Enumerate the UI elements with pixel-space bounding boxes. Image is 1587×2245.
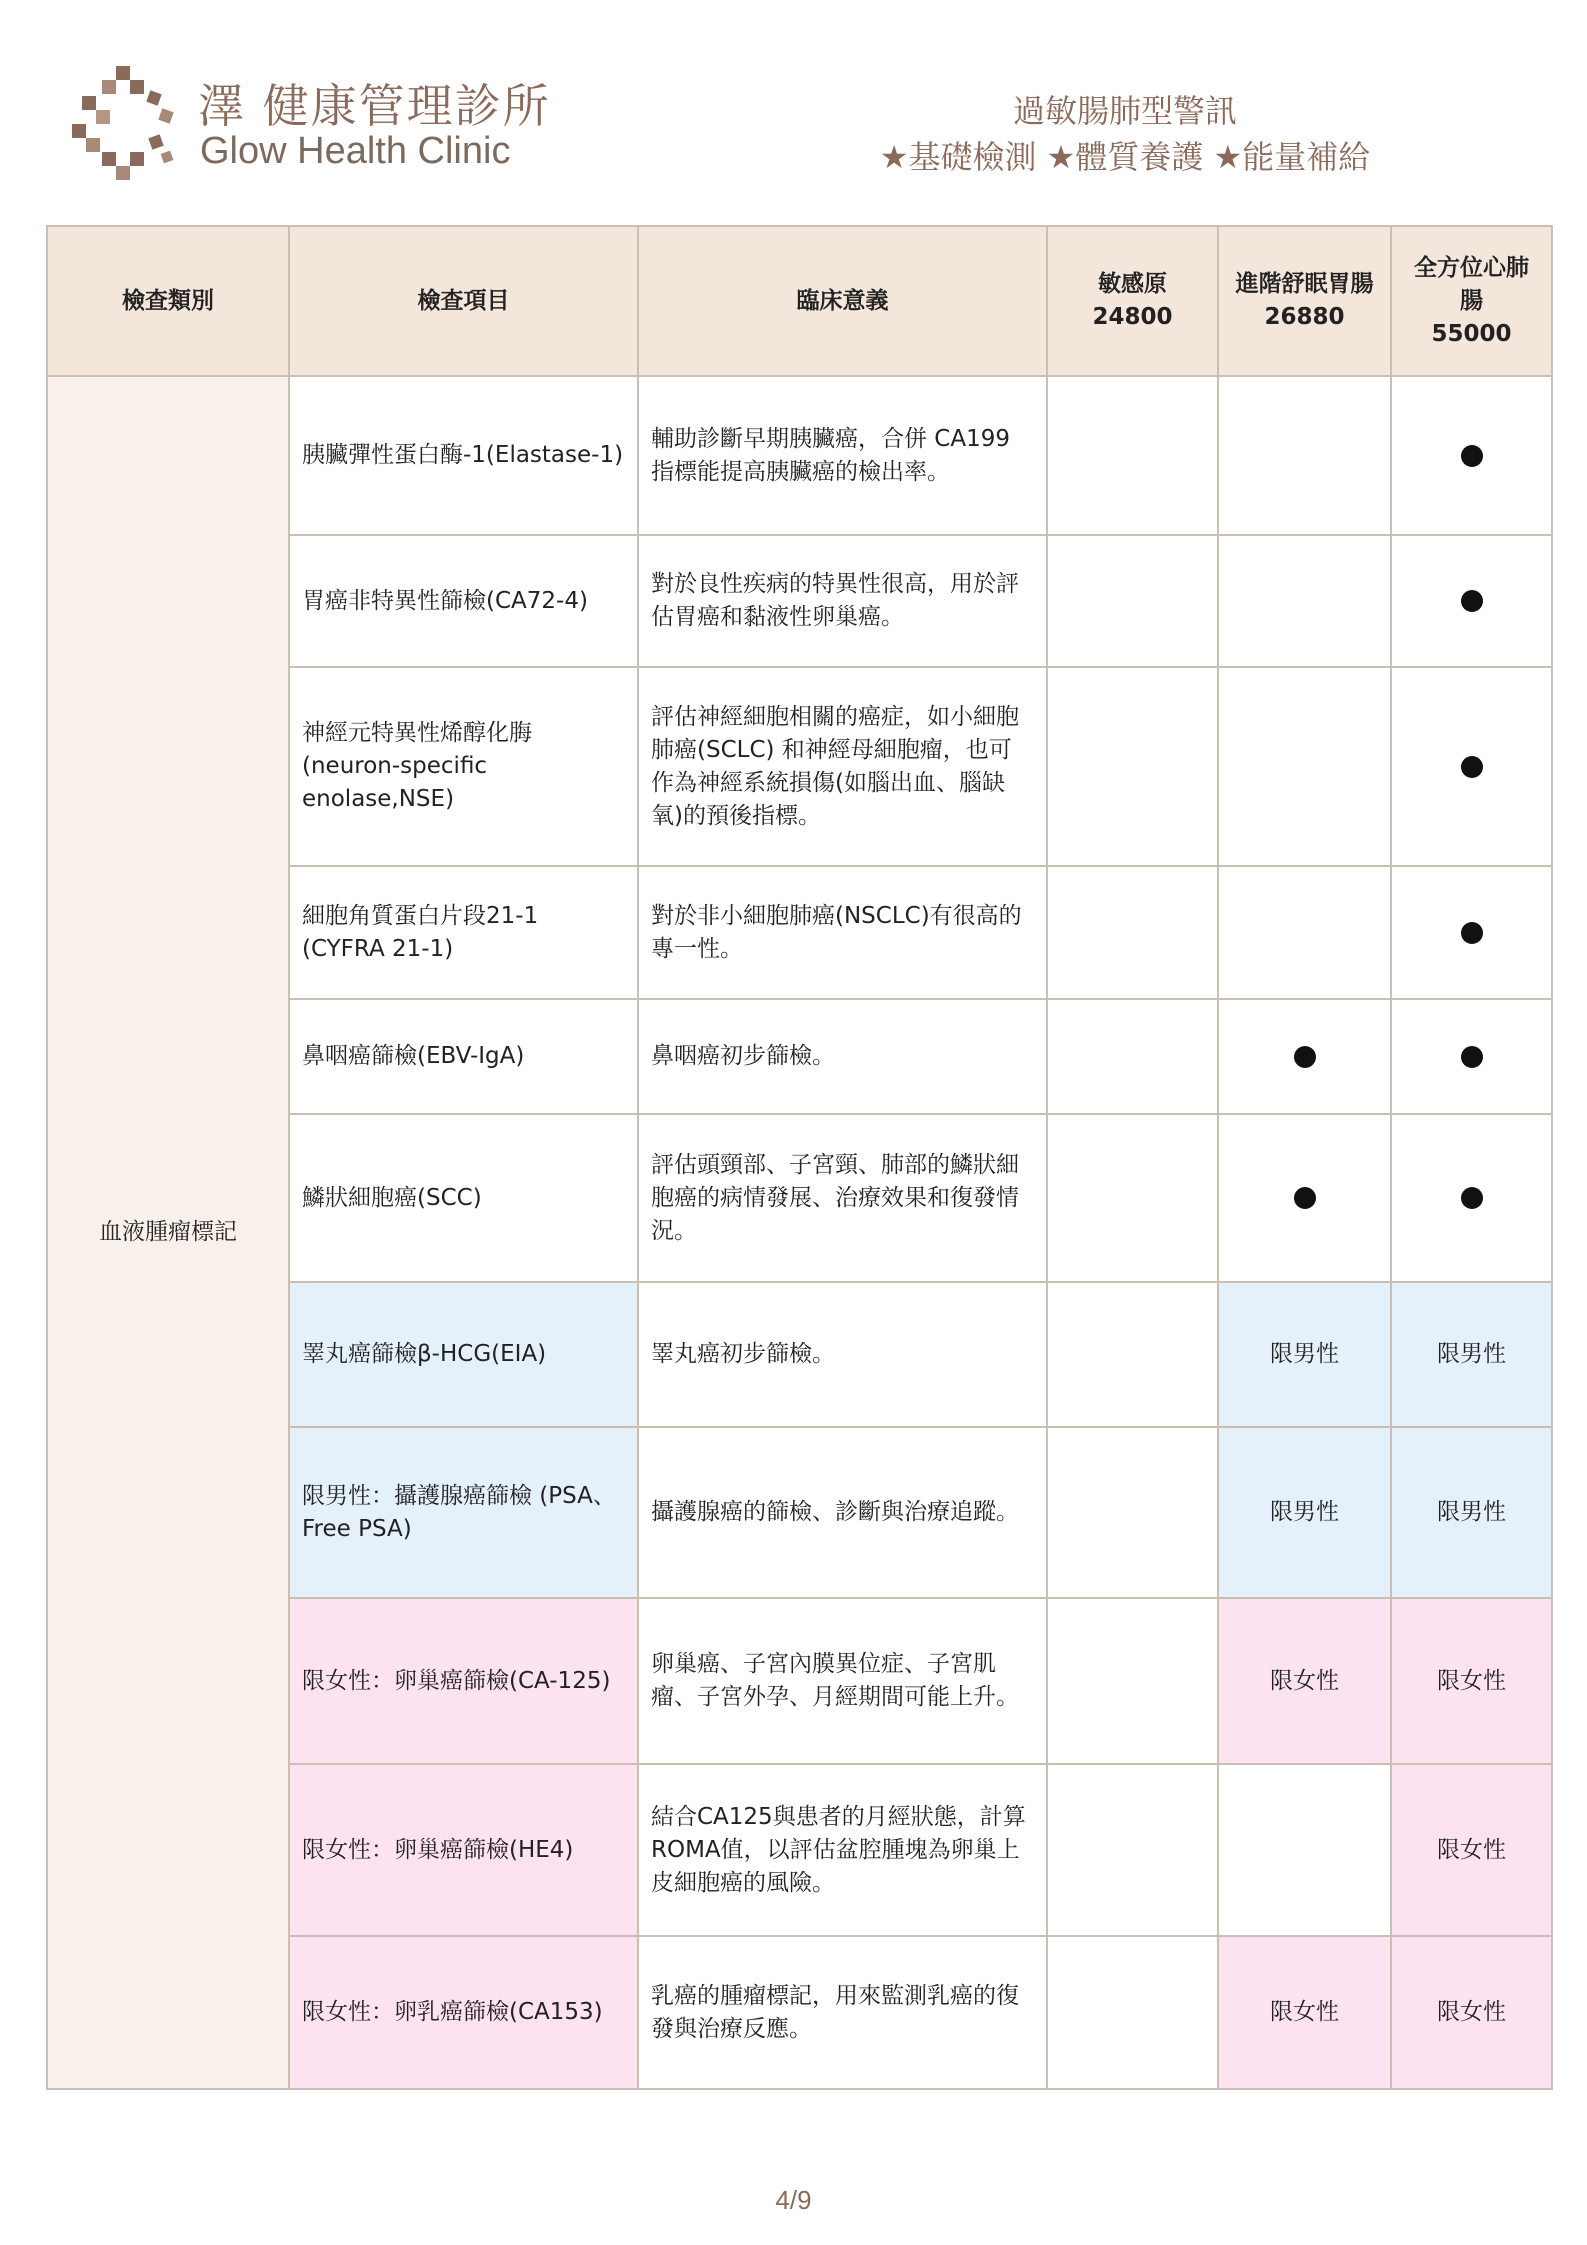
plan-1-name: 敏感原 xyxy=(1098,271,1167,297)
item-cell: 胃癌非特異性篩檢(CA72-4) xyxy=(289,535,638,667)
meaning-cell: 對於非小細胞肺癌(NSCLC)有很高的專一性。 xyxy=(638,866,1047,999)
plan-3-cell: 限女性 xyxy=(1391,1936,1552,2089)
plan-2-name: 進階舒眠胃腸 xyxy=(1235,271,1374,297)
item-cell: 胰臟彈性蛋白酶-1(Elastase-1) xyxy=(289,376,638,535)
item-cell: 限女性：卵乳癌篩檢(CA153) xyxy=(289,1936,638,2089)
meaning-cell: 鼻咽癌初步篩檢。 xyxy=(638,999,1047,1114)
plan-3-price: 55000 xyxy=(1431,320,1512,347)
plan-2-cell: 限女性 xyxy=(1218,1936,1391,2089)
clinic-name-chinese: 澤 健康管理診所 xyxy=(198,79,551,133)
page-number: 4/9 xyxy=(775,2185,812,2215)
plan-1-cell xyxy=(1047,999,1218,1114)
meaning-cell: 評估頭頸部、子宮頸、肺部的鱗狀細胞癌的病情發展、治療效果和復發情況。 xyxy=(638,1114,1047,1282)
plan-3-cell xyxy=(1391,376,1552,535)
plan-2-cell xyxy=(1218,1764,1391,1936)
document-title xyxy=(840,88,1410,180)
plan-3-cell xyxy=(1391,535,1552,667)
header-plan-3 xyxy=(1391,226,1552,376)
meaning-cell: 輔助診斷早期胰臟癌，合併 CA199 指標能提高胰臟癌的檢出率。 xyxy=(638,376,1047,535)
item-cell: 限男性：攝護腺癌篩檢 (PSA、Free PSA) xyxy=(289,1427,638,1598)
header-plan-1 xyxy=(1047,226,1218,376)
item-cell: 神經元特異性烯醇化脢(neuron-specific enolase,NSE) xyxy=(289,667,638,866)
item-cell: 限女性：卵巢癌篩檢(HE4) xyxy=(289,1764,638,1936)
plan-2-price: 26880 xyxy=(1264,304,1345,330)
plan-3-cell: 限女性 xyxy=(1391,1764,1552,1936)
plan-2-cell xyxy=(1218,866,1391,999)
plan-2-cell: 限女性 xyxy=(1218,1598,1391,1764)
clinic-name-english: Glow Health Clinic xyxy=(200,130,511,172)
included-dot-icon xyxy=(1294,1046,1316,1068)
plan-3-cell: 限女性 xyxy=(1391,1598,1552,1764)
plan-3-cell xyxy=(1391,1114,1552,1282)
page-header xyxy=(0,0,1587,200)
plan-1-cell xyxy=(1047,1282,1218,1427)
plan-3-cell: 限男性 xyxy=(1391,1282,1552,1427)
meaning-cell: 攝護腺癌的篩檢、診斷與治療追蹤。 xyxy=(638,1427,1047,1598)
item-cell: 鱗狀細胞癌(SCC) xyxy=(289,1114,638,1282)
table-header-row xyxy=(47,226,1552,376)
plan-1-cell xyxy=(1047,1764,1218,1936)
title-line-1: 過敏腸肺型警訊 xyxy=(1012,92,1237,130)
meaning-cell: 評估神經細胞相關的癌症，如小細胞肺癌(SCLC) 和神經母細胞瘤，也可作為神經系統損傷(如腦出血、腦缺氧)的預後指標。 xyxy=(638,667,1047,866)
meaning-cell: 睪丸癌初步篩檢。 xyxy=(638,1282,1047,1427)
plan-1-price: 24800 xyxy=(1092,304,1173,330)
included-dot-icon xyxy=(1461,922,1483,944)
plan-2-cell xyxy=(1218,535,1391,667)
meaning-cell: 乳癌的腫瘤標記，用來監測乳癌的復發與治療反應。 xyxy=(638,1936,1047,2089)
header-plan-2 xyxy=(1218,226,1391,376)
plan-1-cell xyxy=(1047,1936,1218,2089)
item-cell: 睪丸癌篩檢β-HCG(EIA) xyxy=(289,1282,638,1427)
item-cell: 細胞角質蛋白片段21-1 (CYFRA 21-1) xyxy=(289,866,638,999)
included-dot-icon xyxy=(1461,590,1483,612)
plan-3-cell xyxy=(1391,866,1552,999)
clinic-logo-icon xyxy=(72,62,182,182)
plan-1-cell xyxy=(1047,535,1218,667)
included-dot-icon xyxy=(1461,445,1483,467)
item-cell: 限女性：卵巢癌篩檢(CA-125) xyxy=(289,1598,638,1764)
included-dot-icon xyxy=(1294,1187,1316,1209)
plan-3-cell xyxy=(1391,667,1552,866)
plan-2-cell: 限男性 xyxy=(1218,1282,1391,1427)
plan-1-cell xyxy=(1047,667,1218,866)
plan-3-name: 全方位心肺腸 xyxy=(1414,254,1529,314)
plan-1-cell xyxy=(1047,1114,1218,1282)
plan-2-cell xyxy=(1218,376,1391,535)
plan-1-cell xyxy=(1047,1427,1218,1598)
meaning-cell: 對於良性疾病的特異性很高，用於評估胃癌和黏液性卵巢癌。 xyxy=(638,535,1047,667)
plan-1-cell xyxy=(1047,376,1218,535)
title-line-2: ★基礎檢測 ★體質養護 ★能量補給 xyxy=(879,138,1371,176)
header-category: 檢查類別 xyxy=(47,226,289,376)
exam-items-table xyxy=(46,225,1553,2090)
plan-1-cell xyxy=(1047,866,1218,999)
category-cell: 血液腫瘤標記 xyxy=(47,376,289,2089)
plan-3-cell: 限男性 xyxy=(1391,1427,1552,1598)
plan-2-cell xyxy=(1218,1114,1391,1282)
included-dot-icon xyxy=(1461,756,1483,778)
header-meaning: 臨床意義 xyxy=(638,226,1047,376)
included-dot-icon xyxy=(1461,1046,1483,1068)
item-cell: 鼻咽癌篩檢(EBV-IgA) xyxy=(289,999,638,1114)
plan-2-cell xyxy=(1218,999,1391,1114)
plan-1-cell xyxy=(1047,1598,1218,1764)
plan-2-cell: 限男性 xyxy=(1218,1427,1391,1598)
plan-3-cell xyxy=(1391,999,1552,1114)
included-dot-icon xyxy=(1461,1187,1483,1209)
meaning-cell: 結合CA125與患者的月經狀態，計算ROMA值，以評估盆腔腫塊為卵巢上皮細胞癌的風險。 xyxy=(638,1764,1047,1936)
header-item: 檢查項目 xyxy=(289,226,638,376)
table-row xyxy=(47,376,1552,535)
plan-2-cell xyxy=(1218,667,1391,866)
meaning-cell: 卵巢癌、子宮內膜異位症、子宮肌瘤、子宮外孕、月經期間可能上升。 xyxy=(638,1598,1047,1764)
